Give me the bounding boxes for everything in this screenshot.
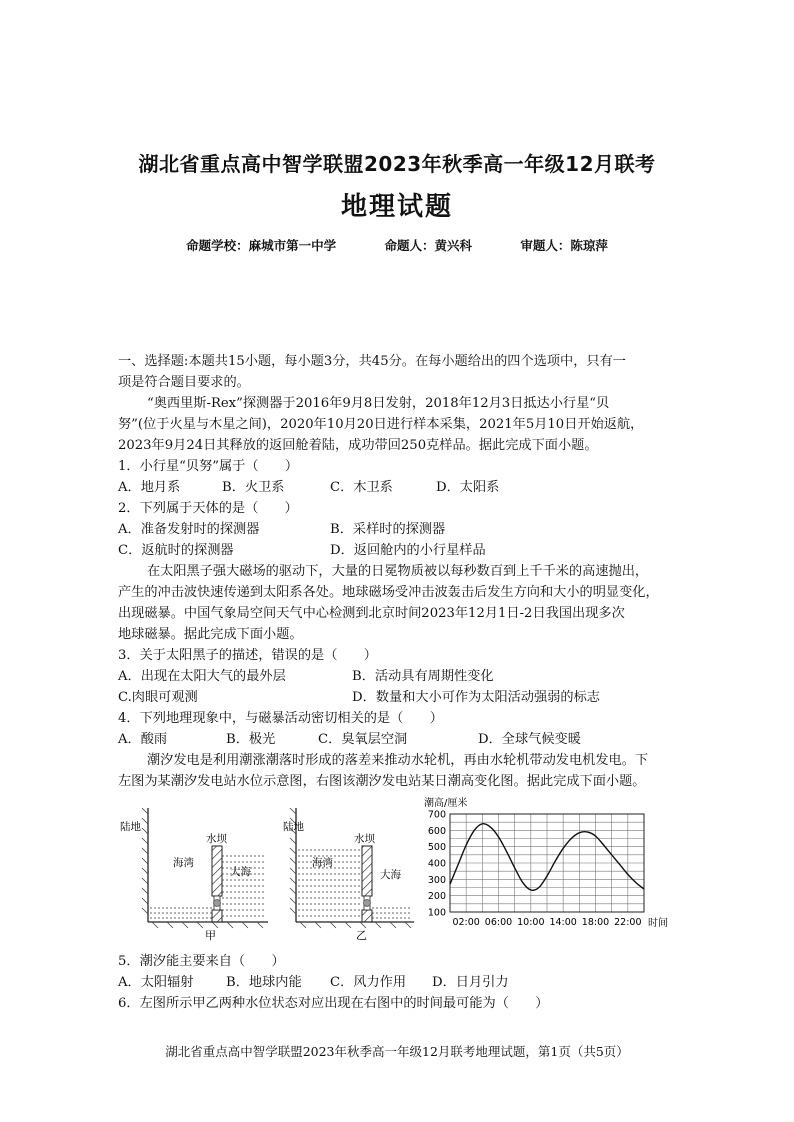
turbine <box>214 900 221 907</box>
passage-2-line: 地球磁暴。据此完成下面小题。 <box>118 627 303 642</box>
y-tick-label: 400 <box>427 858 446 870</box>
y-tick-label: 200 <box>427 891 446 903</box>
q5-option-b: B．地球内能 <box>226 975 302 990</box>
q4-option-c: C．臭氧层空洞 <box>318 732 408 747</box>
q1-option-a: A．地月系 <box>118 480 181 495</box>
x-axis-label: 时间 <box>648 918 668 929</box>
y-tick-label: 500 <box>427 842 446 854</box>
author-label: 命题人：黄兴科 <box>384 238 472 253</box>
q2-option-b: B．采样时的探测器 <box>330 522 446 537</box>
y-tick-label: 700 <box>427 809 446 821</box>
diagram-yi <box>282 800 422 942</box>
sea-label: 大海 <box>230 866 251 878</box>
q4-option-b: B．极光 <box>226 732 276 747</box>
diagram-jia <box>118 800 278 942</box>
q4-option-d: D．全球气候变暖 <box>478 732 581 747</box>
dam <box>212 846 222 896</box>
passage-1-line: 努”(位于火星与木星之间)，2020年10月20日进行样本采集，2021年5月10日开始返航， <box>118 417 644 432</box>
passage-3-line: 左图为某潮汐发电站水位示意图，右图该潮汐发电站某日潮高变化图。据此完成下面小题。 <box>118 774 646 789</box>
q4-option-a: A．酸雨 <box>118 732 168 747</box>
q3-option-d: D．数量和大小可作为太阳活动强弱的标志 <box>352 690 600 705</box>
q5-option-a: A．太阳辐射 <box>118 975 194 990</box>
q1-option-d: D．太阳系 <box>436 480 500 495</box>
question-5-stem: 5．潮汐能主要来自（ ） <box>118 954 285 969</box>
turbine <box>364 900 371 907</box>
dam-label: 水坝 <box>206 833 227 845</box>
passage-2-line: 产生的冲击波快速传递到太阳系各处。地球磁场受冲击波轰击后发生方向和大小的明显变化， <box>118 585 659 600</box>
q1-option-b: B．火卫系 <box>222 480 285 495</box>
q2-option-c: C．返航时的探测器 <box>118 543 234 558</box>
subject-title: 地理试题 <box>340 192 453 222</box>
q2-option-d: D．返回舱内的小行星样品 <box>330 543 486 558</box>
q1-option-c: C．木卫系 <box>330 480 393 495</box>
question-2-stem: 2．下列属于天体的是（ ） <box>118 501 298 516</box>
exam-header-title: 湖北省重点高中智学联盟2023年秋季高一年级12月联考 <box>138 152 656 176</box>
y-axis-label: 潮高/厘米 <box>424 798 468 809</box>
x-tick-label: 14:00 <box>549 917 577 928</box>
passage-3-line: 潮汐发电是利用潮涨潮落时形成的落差来推动水轮机，再由水轮机带动发电机发电。下 <box>147 753 649 768</box>
dam <box>362 846 372 896</box>
dam-label: 水坝 <box>354 833 375 845</box>
q3-option-a: A．出现在太阳大气的最外层 <box>118 669 286 684</box>
diagram-jia-label: 甲 <box>205 929 216 942</box>
page-footer: 湖北省重点高中智学联盟2023年秋季高一年级12月联考地理试题，第1页（共5页） <box>165 1044 629 1059</box>
sea-label: 大海 <box>380 869 401 881</box>
y-tick-label: 600 <box>427 825 446 837</box>
q2-option-a: A．准备发射时的探测器 <box>118 522 260 537</box>
section-instruction-2: 项是符合题目要求的。 <box>118 375 250 390</box>
q5-option-c: C．风力作用 <box>330 975 407 990</box>
question-4-stem: 4．下列地理现象中，与磁暴活动密切相关的是（ ） <box>118 711 443 726</box>
author-info <box>0 236 794 254</box>
x-tick-label: 02:00 <box>452 917 480 928</box>
q3-option-c: C.肉眼可观测 <box>118 690 198 705</box>
bay-label: 海湾 <box>312 857 333 869</box>
question-1-stem: 1．小行星“贝努”属于（ ） <box>118 459 299 474</box>
x-tick-label: 18:00 <box>581 917 610 928</box>
section-instruction: 一、选择题:本题共15小题，每小题3分，共45分。在每小题给出的四个选项中，只有一 <box>118 354 626 369</box>
bay-label: 海湾 <box>173 857 194 869</box>
passage-2-line: 出现磁暴。中国气象局空间天气中心检测到北京时间2023年12月1日-2日我国出现多次 <box>118 606 625 621</box>
y-tick-label: 100 <box>427 907 446 919</box>
tide-height-chart <box>420 794 680 942</box>
land-label: 陆地 <box>120 821 141 833</box>
school-label: 命题学校：麻城市第一中学 <box>186 238 337 253</box>
x-tick-label: 22:00 <box>614 917 642 928</box>
q5-option-d: D．日月引力 <box>432 975 509 990</box>
land-label: 陆地 <box>283 821 304 833</box>
passage-2-line: 在太阳黑子强大磁场的驱动下，大量的日冕物质被以每秒数百到上千千米的高速抛出， <box>147 564 649 579</box>
passage-1-line: 2023年9月24日其释放的返回舱着陆，成功带回250克样品。据此完成下面小题。 <box>118 438 598 453</box>
y-tick-label: 300 <box>427 874 446 886</box>
x-tick-label: 06:00 <box>484 917 513 928</box>
diagram-yi-label: 乙 <box>356 929 367 942</box>
reviewer-label: 审题人：陈琼萍 <box>520 238 608 253</box>
dam-base <box>212 910 222 922</box>
x-tick-label: 10:00 <box>517 917 545 928</box>
q3-option-b: B．活动具有周期性变化 <box>352 669 494 684</box>
passage-1-line: “奥西里斯-Rex”探测器于2016年9月8日发射，2018年12月3日抵达小行星“贝 <box>147 396 610 411</box>
question-3-stem: 3．关于太阳黑子的描述，错误的是（ ） <box>118 648 377 663</box>
dam-base <box>362 910 372 922</box>
question-6-stem: 6．左图所示甲乙两种水位状态对应出现在右图中的时间最可能为（ ） <box>118 996 549 1011</box>
